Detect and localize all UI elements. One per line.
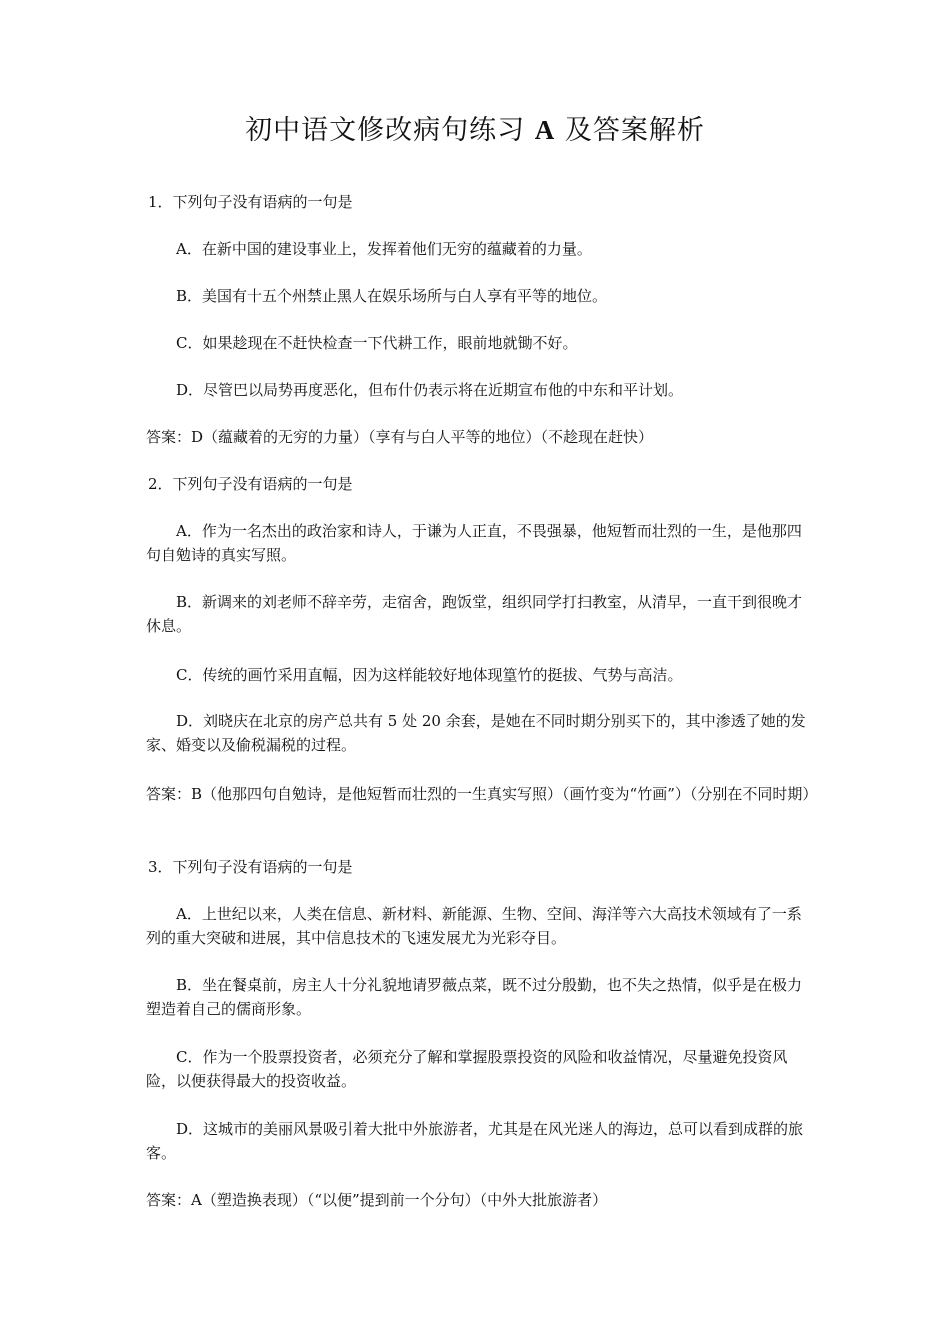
title-prefix: 初中语文修改病句练习: [245, 115, 526, 146]
title-letter: A: [534, 115, 556, 145]
question-3-option-c: C．作为一个股票投资者，必须充分了解和掌握股票投资的风险和收益情况，尽量避免投资风险，以便获得最大的投资收益。: [146, 1048, 788, 1090]
document-title: [0, 112, 950, 149]
question-1-option-b: B．美国有十五个州禁止黑人在娱乐场所与白人享有平等的地位。: [176, 287, 608, 305]
question-2-answer: 答案：B（他那四句自勉诗，是他短暂而壮烈的一生真实写照）（画竹变为“竹画”）（分别在不同时期）: [146, 785, 818, 803]
question-1-option-d: D．尽管巴以局势再度恶化，但布什仍表示将在近期宣布他的中东和平计划。: [176, 381, 684, 399]
question-1-option-a: A．在新中国的建设事业上，发挥着他们无穷的蕴藏着的力量。: [176, 240, 592, 258]
question-2-option-c: C．传统的画竹采用直幅，因为这样能较好地体现篁竹的挺拔、气势与高洁。: [176, 666, 683, 684]
question-3-stem: 3．下列句子没有语病的一句是: [148, 858, 353, 876]
question-2-stem: 2．下列句子没有语病的一句是: [148, 475, 353, 493]
question-3-option-d: D．这城市的美丽风景吸引着大批中外旅游者，尤其是在风光迷人的海边，总可以看到成群的旅客。: [146, 1120, 804, 1162]
question-3-answer: 答案：A（塑造换表现）（“以便”提到前一个分句）（中外大批旅游者）: [146, 1191, 608, 1209]
question-2-option-d: D．刘晓庆在北京的房产总共有 5 处 20 余套，是她在不同时期分别买下的，其中渗透了她的发家、婚变以及偷税漏税的过程。: [146, 712, 806, 754]
question-1-answer: 答案：D（蕴藏着的无穷的力量）（享有与白人平等的地位）（不趁现在赶快）: [146, 428, 654, 446]
question-3-option-b: B．坐在餐桌前，房主人十分礼貌地请罗薇点菜，既不过分殷勤，也不失之热情，似乎是在极力塑造着自己的儒商形象。: [146, 976, 803, 1018]
question-2-option-a: A．作为一名杰出的政治家和诗人，于谦为人正直，不畏强暴，他短暂而壮烈的一生，是他那四句自勉诗的真实写照。: [146, 522, 802, 564]
question-3-option-a: A．上世纪以来，人类在信息、新材料、新能源、生物、空间、海洋等六大高技术领域有了一系列的重大突破和进展，其中信息技术的飞速发展尤为光彩夺目。: [146, 905, 802, 947]
question-1-option-c: C．如果趁现在不赶快检查一下代耕工作，眼前地就锄不好。: [176, 334, 578, 352]
question-1-stem: 1．下列句子没有语病的一句是: [148, 193, 353, 211]
title-suffix: 及答案解析: [564, 115, 705, 146]
question-2-option-b: B．新调来的刘老师不辞辛劳，走宿舍，跑饭堂，组织同学打扫教室，从清早，一直干到很晚才休息。: [146, 593, 803, 635]
